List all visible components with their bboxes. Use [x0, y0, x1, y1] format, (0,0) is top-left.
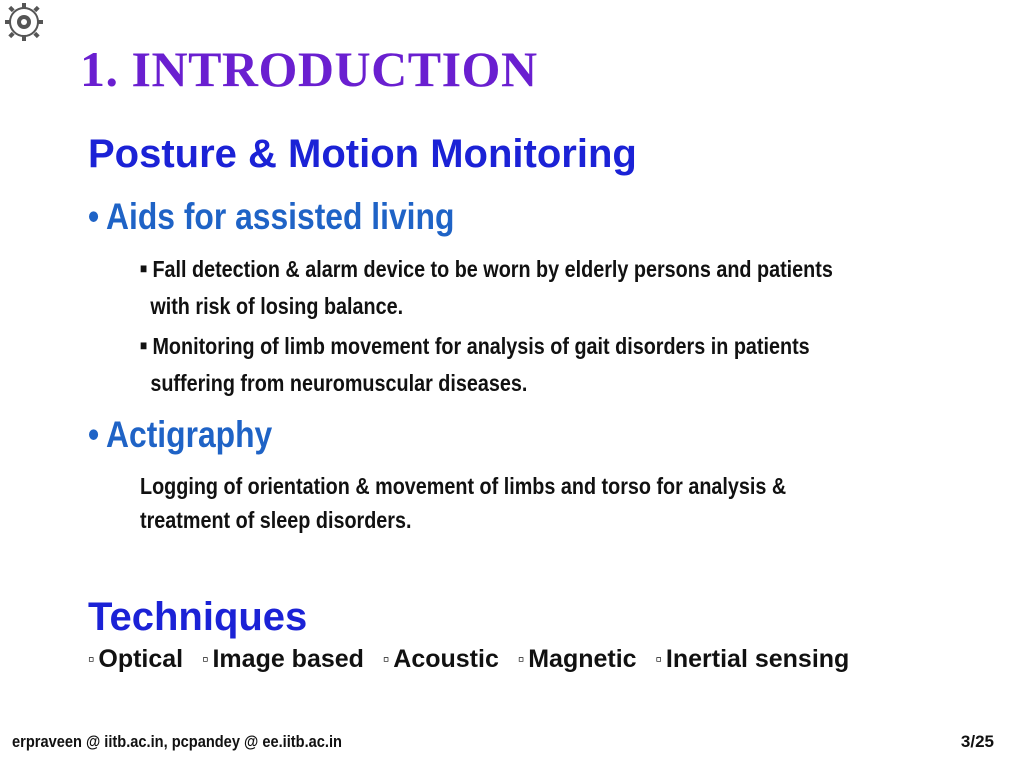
section-heading-techniques: Techniques — [88, 595, 308, 639]
technique-item-inertial-sensing: ▫ Inertial sensing — [655, 645, 850, 673]
section-heading-posture: Posture & Motion Monitoring — [88, 132, 637, 176]
techniques-list — [88, 645, 861, 674]
subbullet-line1: Monitoring of limb movement for analysis of gait disorders in patients — [152, 333, 810, 359]
technique-item-magnetic: ▫ Magnetic — [517, 645, 637, 673]
subbullet-line2: suffering from neuromuscular diseases. — [150, 370, 528, 396]
bullet-actigraphy — [88, 416, 272, 453]
institute-logo-icon — [4, 2, 44, 42]
small-square-icon: ▫ — [655, 649, 662, 669]
technique-item-optical: ▫ Optical — [88, 645, 184, 673]
actigraphy-description — [140, 469, 914, 537]
footer-contact: erpraveen @ iitb.ac.in, pcpandey @ ee.iitb.ac.in — [12, 732, 342, 751]
subbullet-fall-detection — [140, 252, 897, 323]
page-number: 3/25 — [960, 732, 994, 751]
bullet-label: Aids for assisted living — [106, 196, 455, 237]
bullet-dot: • — [88, 414, 100, 455]
bullet-label: Actigraphy — [106, 414, 273, 455]
small-square-icon: ▫ — [88, 649, 95, 669]
square-bullet-icon: ■ — [140, 337, 148, 353]
subbullet-line2: with risk of losing balance. — [150, 293, 404, 319]
description-line2: treatment of sleep disorders. — [140, 507, 412, 533]
small-square-icon: ▫ — [382, 649, 390, 669]
subbullet-limb-monitoring — [140, 329, 897, 400]
small-square-icon: ▫ — [517, 649, 525, 669]
bullet-dot: • — [88, 196, 100, 237]
square-bullet-icon: ■ — [140, 260, 148, 276]
description-line1: Logging of orientation & movement of limbs and torso for analysis & — [140, 473, 787, 499]
bullet-aids-assisted-living — [88, 198, 454, 235]
subbullet-line1: Fall detection & alarm device to be worn by elderly persons and patients — [152, 256, 833, 282]
technique-item-image-based: ▫ Image based — [202, 645, 364, 673]
small-square-icon: ▫ — [202, 649, 209, 669]
technique-item-acoustic: ▫ Acoustic — [382, 645, 499, 673]
slide-title: 1. INTRODUCTION — [80, 41, 538, 97]
